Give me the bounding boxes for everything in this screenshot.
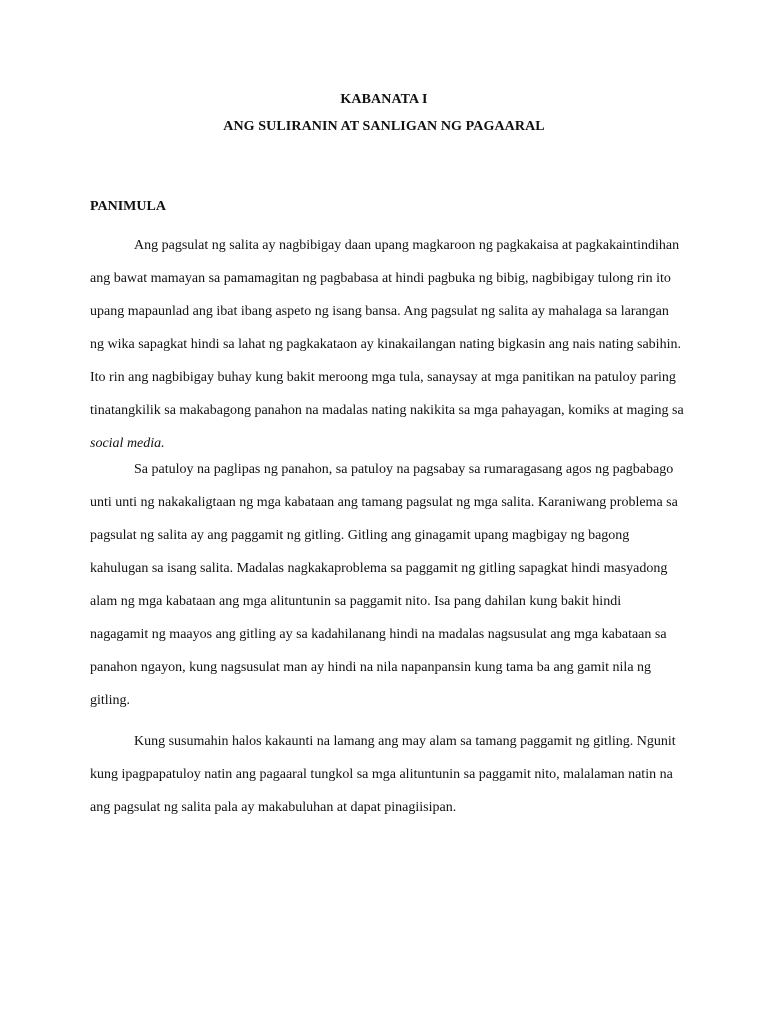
paragraph-line: pagsulat ng salita ay ang paggamit ng gitling. Gitling ang ginagamit upang magbigay ng bagong [90,528,630,543]
paragraph-line: Sa patuloy na paglipas ng panahon, sa patuloy na pagsabay sa rumaragasang agos ng pagbabago [134,462,674,477]
paragraph-line: ng wika sapagkat hindi sa lahat ng pagkakataon ay kinakailangan nating bigkasin ang nais nating sabihin. [90,337,681,352]
paragraph-line: Kung susumahin halos kakaunti na lamang ang may alam sa tamang paggamit ng gitling. Ngunit [134,734,676,749]
paragraph [90,725,680,824]
paragraph-line: upang mapaunlad ang ibat ibang aspeto ng isang bansa. Ang pagsulat ng salita ay mahalaga sa larangan [90,304,669,319]
paragraph [90,196,684,460]
paragraph-line: kahulugan sa isang salita. Madalas nagkakaproblema sa paggamit ng gitling sapagkat hindi masyadong [90,561,668,576]
paragraph-line: panahon ngayon, kung nagsusulat man ay hindi na nila napanpansin kung tama ba ang gamit nila ng [90,660,652,675]
paragraph-line: Ang pagsulat ng salita ay nagbibigay daan upang magkaroon ng pagkakaisa at pagkakaintindihan [134,238,680,253]
paragraph-line: Ito rin ang nagbibigay buhay kung bakit meroong mga tula, sanaysay at mga panitikan na patuloy paring [90,370,676,385]
paragraph-line: gitling. [90,693,131,708]
paragraph-line: tinatangkilik sa makabagong panahon na madalas nating nakikita sa mga pahayagan, komiks at maging sa [90,403,684,418]
chapter-title: ANG SULIRANIN AT SANLIGAN NG PAGAARAL [223,119,545,134]
paragraph-line: ang pagsulat ng salita pala ay makabuluhan at dapat pinagiisipan. [90,800,457,815]
paragraph-line: social media. [90,436,165,451]
paragraph-line: unti unti ng nakakaligtaan ng mga kabataan ang tamang pagsulat ng mga salita. Karaniwang problema sa [90,495,678,510]
section-heading: PANIMULA [90,199,166,214]
paragraph-line: ang bawat mamayan sa pamamagitan ng pagbabasa at hindi pagbuka ng bibig, nagbibigay tulong rin ito [90,271,671,286]
paragraph-line: alam ng mga kabataan ang mga alituntunin sa paggamit nito. Isa pang dahilan kung bakit hindi [90,594,622,609]
paragraph-line: nagagamit ng maayos ang gitling ay sa kadahilanang hindi na madalas nagsusulat ang mga kabataan sa [90,627,667,642]
paragraph [90,453,680,717]
paragraph-line: kung ipagpapatuloy natin ang pagaaral tungkol sa mga alituntunin sa paggamit nito, malalaman natin na [90,767,673,782]
chapter-number: KABANATA I [340,92,428,107]
